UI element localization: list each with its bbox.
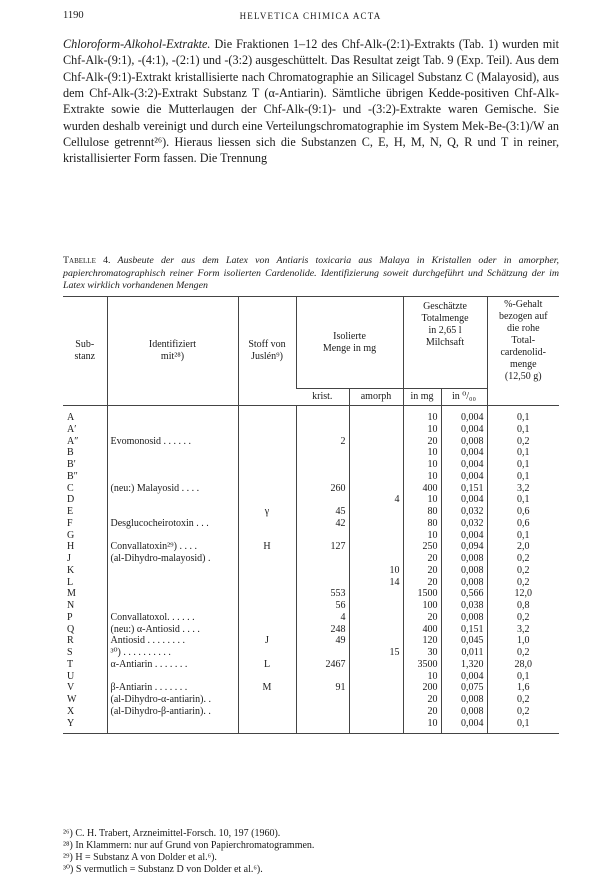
cell-in-promille: 0,004 xyxy=(441,718,487,734)
page-number: 1190 xyxy=(63,10,84,21)
cell-amorph xyxy=(349,518,403,530)
cell-in-mg: 10 xyxy=(403,406,441,424)
cell-amorph xyxy=(349,530,403,542)
cell-identifiziert xyxy=(107,471,238,483)
cell-gehalt: 1,6 xyxy=(487,682,559,694)
table-row xyxy=(63,718,559,734)
cell-in-promille: 0,004 xyxy=(441,459,487,471)
cell-amorph xyxy=(349,447,403,459)
table-row xyxy=(63,518,559,530)
cell-stoff xyxy=(238,577,296,589)
cell-in-promille: 0,008 xyxy=(441,577,487,589)
cell-stoff: L xyxy=(238,659,296,671)
cell-substanz: X xyxy=(67,705,75,717)
cell-krist xyxy=(296,706,349,718)
cell-stoff xyxy=(238,530,296,542)
cell-krist xyxy=(296,565,349,577)
cell-identifiziert: α-Antiarin . . . . . . . xyxy=(107,659,238,671)
cell-krist: 2467 xyxy=(296,659,349,671)
footnote-28: ²⁸) In Klammern: nur auf Grund von Papierchromatogrammen. xyxy=(63,840,315,851)
cell-substanz: V xyxy=(67,682,75,694)
caption-text: Ausbeute der aus dem Latex von Antiaris toxicaria aus Malaya in Kristallen oder in amorpher, papierchromatographisch reiner Form isolierten Cardenolide. Identifizierung soweit durchgeführt und Schätzung der im Latex wirklich vorhandenen Mengen xyxy=(63,255,559,291)
cell-substanz: A xyxy=(67,412,75,423)
cell-in-promille: 0,008 xyxy=(441,612,487,624)
cell-gehalt: 0,1 xyxy=(487,406,559,424)
cell-substanz: G xyxy=(67,529,75,541)
cell-stoff xyxy=(238,553,296,565)
cell-in-mg: 250 xyxy=(403,541,441,553)
cell-in-mg: 200 xyxy=(403,682,441,694)
table-row xyxy=(63,406,559,424)
cell-identifiziert: (al-Dihydro-malayosid) . xyxy=(107,553,238,565)
cell-gehalt: 0,1 xyxy=(487,494,559,506)
table-row xyxy=(63,600,559,612)
cell-amorph xyxy=(349,506,403,518)
cell-in-promille: 0,032 xyxy=(441,506,487,518)
cell-identifiziert xyxy=(107,718,238,734)
cell-krist xyxy=(296,494,349,506)
cell-in-mg: 20 xyxy=(403,436,441,448)
cell-identifiziert: Evomonosid . . . . . . xyxy=(107,436,238,448)
cell-substanz: D xyxy=(67,494,75,506)
cell-krist: 260 xyxy=(296,483,349,495)
cell-in-promille: 0,011 xyxy=(441,647,487,659)
cell-substanz: A″ xyxy=(67,435,79,447)
table-body xyxy=(63,406,559,734)
cell-in-promille: 0,032 xyxy=(441,518,487,530)
cell-substanz: E xyxy=(67,506,74,517)
footnote-30: ³⁰) S vermutlich = Substanz D von Dolder et al.⁶). xyxy=(63,864,263,875)
cell-substanz: B″ xyxy=(67,470,78,482)
table-row xyxy=(63,588,559,600)
cell-amorph xyxy=(349,671,403,683)
cell-identifiziert xyxy=(107,447,238,459)
cell-substanz: W xyxy=(67,694,77,705)
table-row xyxy=(63,694,559,706)
cell-in-mg: 20 xyxy=(403,694,441,706)
cell-in-promille: 0,008 xyxy=(441,706,487,718)
cell-krist: 4 xyxy=(296,612,349,624)
cell-amorph xyxy=(349,553,403,565)
cell-amorph xyxy=(349,459,403,471)
cell-substanz: Q xyxy=(67,623,75,635)
table-row xyxy=(63,706,559,718)
cell-in-mg: 10 xyxy=(403,494,441,506)
cell-identifiziert xyxy=(107,600,238,612)
cell-in-promille: 0,004 xyxy=(441,406,487,424)
table-row xyxy=(63,541,559,553)
cell-gehalt: 0,1 xyxy=(487,424,559,436)
cell-stoff xyxy=(238,424,296,436)
cell-identifiziert: (neu:) α-Antiosid . . . . xyxy=(107,624,238,636)
cell-gehalt: 3,2 xyxy=(487,624,559,636)
table-row xyxy=(63,506,559,518)
cell-stoff xyxy=(238,671,296,683)
cell-identifiziert xyxy=(107,530,238,542)
cell-krist xyxy=(296,553,349,565)
cell-krist: 45 xyxy=(296,506,349,518)
cardenolide-table xyxy=(63,296,559,734)
cell-krist xyxy=(296,577,349,589)
cell-in-promille: 0,004 xyxy=(441,471,487,483)
cell-identifiziert: ³⁰) . . . . . . . . . . xyxy=(107,647,238,659)
cell-in-promille: 0,004 xyxy=(441,530,487,542)
cell-gehalt: 0,1 xyxy=(487,459,559,471)
header-geschaetzte: Geschätzte Totalmenge in 2,65 l Milchsaft xyxy=(403,297,487,389)
cell-amorph xyxy=(349,406,403,424)
cell-amorph xyxy=(349,600,403,612)
cell-stoff xyxy=(238,494,296,506)
cell-identifiziert: β-Antiarin . . . . . . . xyxy=(107,682,238,694)
cell-substanz: F xyxy=(67,517,73,529)
cell-in-promille: 0,566 xyxy=(441,588,487,600)
cell-in-mg: 10 xyxy=(403,718,441,734)
cell-amorph xyxy=(349,624,403,636)
cell-substanz: R xyxy=(67,635,74,647)
cell-in-mg: 10 xyxy=(403,459,441,471)
cell-krist xyxy=(296,424,349,436)
cell-in-mg: 3500 xyxy=(403,659,441,671)
table-row xyxy=(63,671,559,683)
cell-gehalt: 0,6 xyxy=(487,518,559,530)
table-row xyxy=(63,483,559,495)
cell-substanz: Y xyxy=(63,718,107,734)
cell-identifiziert: (al-Dihydro-β-antiarin). . xyxy=(107,706,238,718)
cell-stoff xyxy=(238,436,296,448)
cell-amorph xyxy=(349,659,403,671)
table-row xyxy=(63,553,559,565)
cell-gehalt: 0,1 xyxy=(487,671,559,683)
cell-in-promille: 0,045 xyxy=(441,635,487,647)
table-row xyxy=(63,682,559,694)
cell-identifiziert xyxy=(107,565,238,577)
cell-gehalt: 0,2 xyxy=(487,565,559,577)
cell-gehalt: 0,2 xyxy=(487,647,559,659)
cell-gehalt: 0,2 xyxy=(487,612,559,624)
cell-krist xyxy=(296,471,349,483)
cell-in-mg: 20 xyxy=(403,612,441,624)
cell-amorph xyxy=(349,682,403,694)
cell-substanz: C xyxy=(67,482,74,494)
cell-in-promille: 0,004 xyxy=(441,671,487,683)
cell-substanz: A′ xyxy=(67,423,77,435)
table-row xyxy=(63,635,559,647)
table-caption xyxy=(63,255,559,293)
cell-in-promille: 0,075 xyxy=(441,682,487,694)
cell-substanz: N xyxy=(67,600,75,611)
header-stoff: Stoff von Juslén⁹) xyxy=(238,297,296,406)
cell-stoff xyxy=(238,647,296,659)
cell-krist xyxy=(296,406,349,424)
cell-in-mg: 10 xyxy=(403,447,441,459)
cell-stoff xyxy=(238,471,296,483)
cell-krist xyxy=(296,459,349,471)
cell-amorph xyxy=(349,436,403,448)
cell-amorph xyxy=(349,588,403,600)
cell-amorph: 15 xyxy=(349,647,403,659)
cell-in-mg: 20 xyxy=(403,553,441,565)
cell-stoff xyxy=(238,694,296,706)
cell-substanz: U xyxy=(67,670,75,682)
table-row xyxy=(63,424,559,436)
cell-gehalt: 0,8 xyxy=(487,600,559,612)
cell-in-mg: 100 xyxy=(403,600,441,612)
cell-in-promille: 0,008 xyxy=(441,436,487,448)
table-row xyxy=(63,530,559,542)
cell-identifiziert: Antiosid . . . . . . . . xyxy=(107,635,238,647)
table-row xyxy=(63,471,559,483)
cell-in-promille: 1,320 xyxy=(441,659,487,671)
cell-in-mg: 20 xyxy=(403,706,441,718)
cell-gehalt: 0,1 xyxy=(487,447,559,459)
cell-in-mg: 10 xyxy=(403,424,441,436)
cell-gehalt: 28,0 xyxy=(487,659,559,671)
cell-gehalt: 0,2 xyxy=(487,436,559,448)
cell-krist: 2 xyxy=(296,436,349,448)
paragraph-text: Die Fraktionen 1–12 des Chf-Alk-(2:1)-Extrakts (Tab. 1) wurden mit Chf-Alk-(9:1), -(4:1), -(2:1) und -(3:2) ausgeschüttelt. Das Resultat zeigt Tab. 9 (Exp. Teil). Aus dem Chf-Alk-(9:1)-Extrakt kristallisierte nach Chromatographie an Silicagel Substanz C (Malayosid), aus dem Chf-Alk-(3:2)-Extrakt Substanz T (α-Antiarin). Sämtliche übrigen Kedde-positiven Chf-Alk-Extrakte sowie die Mutterlaugen der Chf-Alk-(9:1)- und -(3:2)-Extrakte waren Gemische. Sie wurden deshalb vereinigt und durch eine Verteilungschromatographie im System Mek-Be-(3:1)/W an Cellulose getrennt²⁶). Hieraus liessen sich die Substanzen C, E, H, M, N, Q, R und T in reiner, kristallisierter Form fassen. Die Trennung xyxy=(63,37,559,166)
cell-in-mg: 400 xyxy=(403,483,441,495)
cell-krist: 42 xyxy=(296,518,349,530)
cell-in-mg: 1500 xyxy=(403,588,441,600)
cell-amorph: 14 xyxy=(349,577,403,589)
cell-in-mg: 400 xyxy=(403,624,441,636)
cell-krist: 91 xyxy=(296,682,349,694)
table-row xyxy=(63,612,559,624)
cell-krist xyxy=(296,671,349,683)
cell-stoff xyxy=(238,518,296,530)
cell-in-mg: 20 xyxy=(403,565,441,577)
cell-amorph xyxy=(349,694,403,706)
cell-gehalt: 12,0 xyxy=(487,588,559,600)
cell-stoff: γ xyxy=(238,506,296,518)
cell-in-mg: 80 xyxy=(403,518,441,530)
cell-stoff xyxy=(238,459,296,471)
cell-gehalt: 0,1 xyxy=(487,471,559,483)
header-amorph: amorph xyxy=(349,389,403,406)
cell-substanz: T xyxy=(67,658,74,670)
cell-identifiziert xyxy=(107,459,238,471)
header-in-promille: in ⁰/₀₀ xyxy=(441,389,487,406)
cell-in-promille: 0,008 xyxy=(441,694,487,706)
cell-amorph xyxy=(349,718,403,734)
table-row xyxy=(63,494,559,506)
cell-gehalt: 0,6 xyxy=(487,506,559,518)
cell-in-mg: 30 xyxy=(403,647,441,659)
cell-amorph xyxy=(349,635,403,647)
table-row xyxy=(63,436,559,448)
cell-krist: 553 xyxy=(296,588,349,600)
footnote-29: ²⁹) H = Substanz A von Dolder et al.⁶). xyxy=(63,852,217,863)
cell-krist: 127 xyxy=(296,541,349,553)
cell-identifiziert xyxy=(107,494,238,506)
cell-stoff xyxy=(238,406,296,424)
table-row xyxy=(63,647,559,659)
cell-amorph xyxy=(349,612,403,624)
cell-gehalt: 0,1 xyxy=(487,530,559,542)
cell-stoff xyxy=(238,483,296,495)
table-row xyxy=(63,577,559,589)
cell-amorph: 10 xyxy=(349,565,403,577)
header-isolierte: Isolierte Menge in mg xyxy=(296,297,403,389)
cell-in-promille: 0,004 xyxy=(441,447,487,459)
cell-stoff xyxy=(238,612,296,624)
cell-stoff xyxy=(238,588,296,600)
cell-amorph xyxy=(349,706,403,718)
cell-stoff xyxy=(238,447,296,459)
cell-identifiziert xyxy=(107,406,238,424)
cell-stoff: M xyxy=(238,682,296,694)
data-table-wrapper xyxy=(63,296,559,734)
cell-krist xyxy=(296,447,349,459)
cell-stoff: J xyxy=(238,635,296,647)
cell-gehalt: 0,1 xyxy=(487,718,559,734)
cell-in-mg: 120 xyxy=(403,635,441,647)
cell-substanz: P xyxy=(67,611,73,623)
cell-krist xyxy=(296,694,349,706)
cell-krist xyxy=(296,647,349,659)
cell-substanz: B xyxy=(67,447,74,459)
cell-gehalt: 2,0 xyxy=(487,541,559,553)
cell-in-promille: 0,094 xyxy=(441,541,487,553)
cell-identifiziert: Convallatoxin²⁹) . . . . xyxy=(107,541,238,553)
journal-title: HELVETICA CHIMICA ACTA xyxy=(239,11,382,21)
cell-identifiziert xyxy=(107,424,238,436)
cell-substanz: H xyxy=(67,541,75,553)
cell-in-mg: 20 xyxy=(403,577,441,589)
cell-gehalt: 0,2 xyxy=(487,577,559,589)
table-row xyxy=(63,459,559,471)
cell-krist: 248 xyxy=(296,624,349,636)
table-row xyxy=(63,624,559,636)
table-row xyxy=(63,447,559,459)
cell-identifiziert: Convallatoxol. . . . . . xyxy=(107,612,238,624)
cell-in-promille: 0,038 xyxy=(441,600,487,612)
footnotes xyxy=(63,828,559,876)
cell-gehalt: 0,2 xyxy=(487,553,559,565)
cell-identifiziert xyxy=(107,506,238,518)
cell-in-promille: 0,008 xyxy=(441,553,487,565)
cell-identifiziert xyxy=(107,588,238,600)
cell-stoff xyxy=(238,718,296,734)
cell-identifiziert: (al-Dihydro-α-antiarin). . xyxy=(107,694,238,706)
cell-gehalt: 3,2 xyxy=(487,483,559,495)
cell-amorph: 4 xyxy=(349,494,403,506)
cell-amorph xyxy=(349,541,403,553)
cell-in-promille: 0,151 xyxy=(441,483,487,495)
cell-identifiziert: Desglucocheirotoxin . . . xyxy=(107,518,238,530)
cell-substanz: J xyxy=(67,553,71,564)
cell-stoff xyxy=(238,565,296,577)
cell-krist xyxy=(296,530,349,542)
cell-substanz: B′ xyxy=(67,459,76,470)
cell-identifiziert xyxy=(107,671,238,683)
cell-in-promille: 0,151 xyxy=(441,624,487,636)
cell-in-promille: 0,008 xyxy=(441,565,487,577)
table-row xyxy=(63,659,559,671)
cell-in-mg: 80 xyxy=(403,506,441,518)
cell-substanz: S xyxy=(67,647,73,658)
header-gehalt: %-Gehalt bezogen auf die rohe Total- cardenolid- menge (12,50 g) xyxy=(487,297,559,406)
cell-gehalt: 0,2 xyxy=(487,694,559,706)
cell-gehalt: 0,2 xyxy=(487,706,559,718)
caption-label: Tabelle 4. xyxy=(63,255,111,266)
cell-stoff xyxy=(238,624,296,636)
cell-stoff: H xyxy=(238,541,296,553)
footnote-26: ²⁶) C. H. Trabert, Arzneimittel-Forsch. 10, 197 (1960). xyxy=(63,828,281,839)
cell-amorph xyxy=(349,483,403,495)
cell-substanz: K xyxy=(67,564,75,576)
cell-krist: 49 xyxy=(296,635,349,647)
cell-amorph xyxy=(349,471,403,483)
cell-substanz: L xyxy=(67,576,74,588)
cell-in-mg: 10 xyxy=(403,530,441,542)
cell-in-promille: 0,004 xyxy=(441,424,487,436)
body-paragraph xyxy=(63,36,559,167)
cell-gehalt: 1,0 xyxy=(487,635,559,647)
cell-in-mg: 10 xyxy=(403,471,441,483)
table-row xyxy=(63,565,559,577)
cell-krist: 56 xyxy=(296,600,349,612)
cell-identifiziert xyxy=(107,577,238,589)
cell-substanz: M xyxy=(67,588,76,600)
header-in-mg: in mg xyxy=(403,389,441,406)
cell-stoff xyxy=(238,600,296,612)
paragraph-lead: Chloroform-Alkohol-Extrakte. xyxy=(63,37,211,51)
cell-krist xyxy=(296,718,349,734)
cell-amorph xyxy=(349,424,403,436)
cell-stoff xyxy=(238,706,296,718)
header-substanz: Sub- stanz xyxy=(74,339,96,362)
header-identifiziert: Identifiziert mit²⁸) xyxy=(107,297,238,406)
header-krist: krist. xyxy=(296,389,349,406)
cell-identifiziert: (neu:) Malayosid . . . . xyxy=(107,483,238,495)
cell-in-mg: 10 xyxy=(403,671,441,683)
cell-in-promille: 0,004 xyxy=(441,494,487,506)
